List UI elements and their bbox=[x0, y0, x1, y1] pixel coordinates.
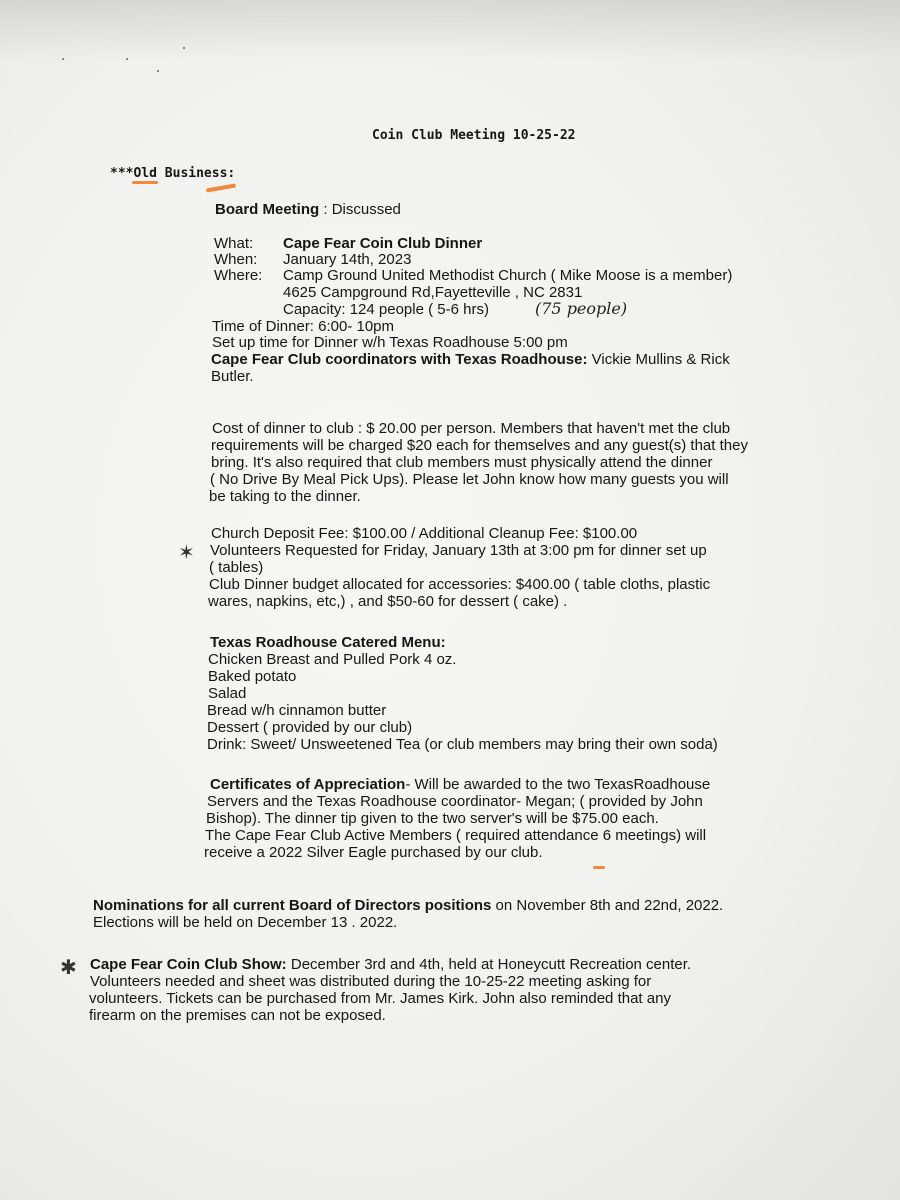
menu-item: Chicken Breast and Pulled Pork 4 oz. bbox=[208, 651, 457, 668]
menu-heading: Texas Roadhouse Catered Menu: bbox=[210, 634, 446, 651]
dinner-time: Time of Dinner: 6:00- 10pm bbox=[212, 318, 395, 335]
cost-line: Cost of dinner to club : $ 20.00 per person. Members that haven't met the club bbox=[212, 420, 731, 437]
fees-line: Volunteers Requested for Friday, January 13th at 3:00 pm for dinner set up bbox=[210, 542, 707, 559]
fees-line: Church Deposit Fee: $100.00 / Additional Cleanup Fee: $100.00 bbox=[211, 525, 638, 542]
show-text: volunteers. Tickets can be purchased from Mr. James Kirk. John also reminded that any bbox=[89, 990, 671, 1007]
what-value: Cape Fear Coin Club Dinner bbox=[283, 235, 483, 252]
what-label: What: bbox=[214, 235, 254, 252]
fees-line: wares, napkins, etc,) , and $50-60 for dessert ( cake) . bbox=[208, 593, 568, 610]
where-value: Camp Ground United Methodist Church ( Mike Moose is a member) bbox=[283, 267, 733, 284]
paper-shadow bbox=[0, 0, 900, 60]
asterisk-mark-icon: ✱ bbox=[60, 955, 77, 979]
coordinators-cont: Butler. bbox=[211, 368, 254, 385]
when-label: When: bbox=[214, 251, 258, 268]
show-text: firearm on the premises can not be exposed. bbox=[89, 1007, 386, 1024]
certificates-rest: - Will be awarded to the two TexasRoadhouse bbox=[405, 776, 711, 793]
board-meeting-label: Board Meeting bbox=[215, 201, 320, 218]
show-rest: December 3rd and 4th, held at Honeycutt Recreation center. bbox=[286, 956, 692, 973]
highlighter-mark bbox=[132, 181, 158, 184]
nominations-rest: on November 8th and 22nd, 2022. bbox=[491, 897, 724, 914]
handwritten-note: (75 people) bbox=[535, 299, 628, 318]
menu-item: Drink: Sweet/ Unsweetened Tea (or club members may bring their own soda) bbox=[207, 736, 718, 753]
fees-line: ( tables) bbox=[209, 559, 264, 576]
certificates-text: The Cape Fear Club Active Members ( required attendance 6 meetings) will bbox=[205, 827, 707, 844]
cost-line: ( No Drive By Meal Pick Ups). Please let John know how many guests you will bbox=[210, 471, 729, 488]
setup-time: Set up time for Dinner w/h Texas Roadhouse 5:00 pm bbox=[212, 334, 568, 351]
where-label: Where: bbox=[214, 267, 263, 284]
coordinators-line bbox=[211, 351, 730, 368]
certificates-text: receive a 2022 Silver Eagle purchased by our club. bbox=[204, 844, 543, 861]
board-meeting-value: : Discussed bbox=[323, 201, 401, 218]
old-business-heading: ***Old Business: bbox=[110, 166, 236, 181]
nominations-label: Nominations for all current Board of Directors positions bbox=[93, 897, 492, 914]
speck bbox=[62, 58, 64, 60]
capacity: Capacity: 124 people ( 5-6 hrs) bbox=[283, 301, 489, 318]
speck bbox=[183, 47, 185, 49]
address: 4625 Campground Rd,Fayetteville , NC 2831 bbox=[283, 284, 583, 301]
cost-line: be taking to the dinner. bbox=[209, 488, 361, 505]
menu-item: Baked potato bbox=[208, 668, 297, 685]
highlighter-mark bbox=[593, 866, 605, 869]
cost-line: requirements will be charged $20 each for themselves and any guest(s) that they bbox=[211, 437, 748, 454]
fees-line: Club Dinner budget allocated for accessories: $400.00 ( table cloths, plastic bbox=[209, 576, 711, 593]
menu-item: Salad bbox=[208, 685, 247, 702]
when-value: January 14th, 2023 bbox=[283, 251, 412, 268]
certificates-text: Servers and the Texas Roadhouse coordinator- Megan; ( provided by John bbox=[207, 793, 703, 810]
nominations-line bbox=[93, 897, 723, 914]
board-meeting-line bbox=[215, 201, 401, 218]
nominations-line2: Elections will be held on December 13 . 2022. bbox=[93, 914, 398, 931]
cost-line: bring. It's also required that club members must physically attend the dinner bbox=[211, 454, 713, 471]
coordinators-names: Vickie Mullins & Rick bbox=[591, 351, 730, 368]
coordinators-label: Cape Fear Club coordinators with Texas Roadhouse: bbox=[211, 351, 588, 368]
certificates-line bbox=[210, 776, 710, 793]
speck bbox=[126, 58, 128, 60]
show-label: Cape Fear Coin Club Show: bbox=[90, 956, 287, 973]
show-line bbox=[90, 956, 691, 973]
certificates-text: Bishop). The dinner tip given to the two server's will be $75.00 each. bbox=[206, 810, 659, 827]
certificates-label: Certificates of Appreciation bbox=[210, 776, 406, 793]
star-mark-icon: ✶ bbox=[178, 540, 195, 564]
speck bbox=[157, 70, 159, 72]
menu-item: Dessert ( provided by our club) bbox=[207, 719, 413, 736]
page-title: Coin Club Meeting 10-25-22 bbox=[372, 128, 576, 143]
menu-item: Bread w/h cinnamon butter bbox=[207, 702, 387, 719]
show-text: Volunteers needed and sheet was distributed during the 10-25-22 meeting asking for bbox=[90, 973, 652, 990]
